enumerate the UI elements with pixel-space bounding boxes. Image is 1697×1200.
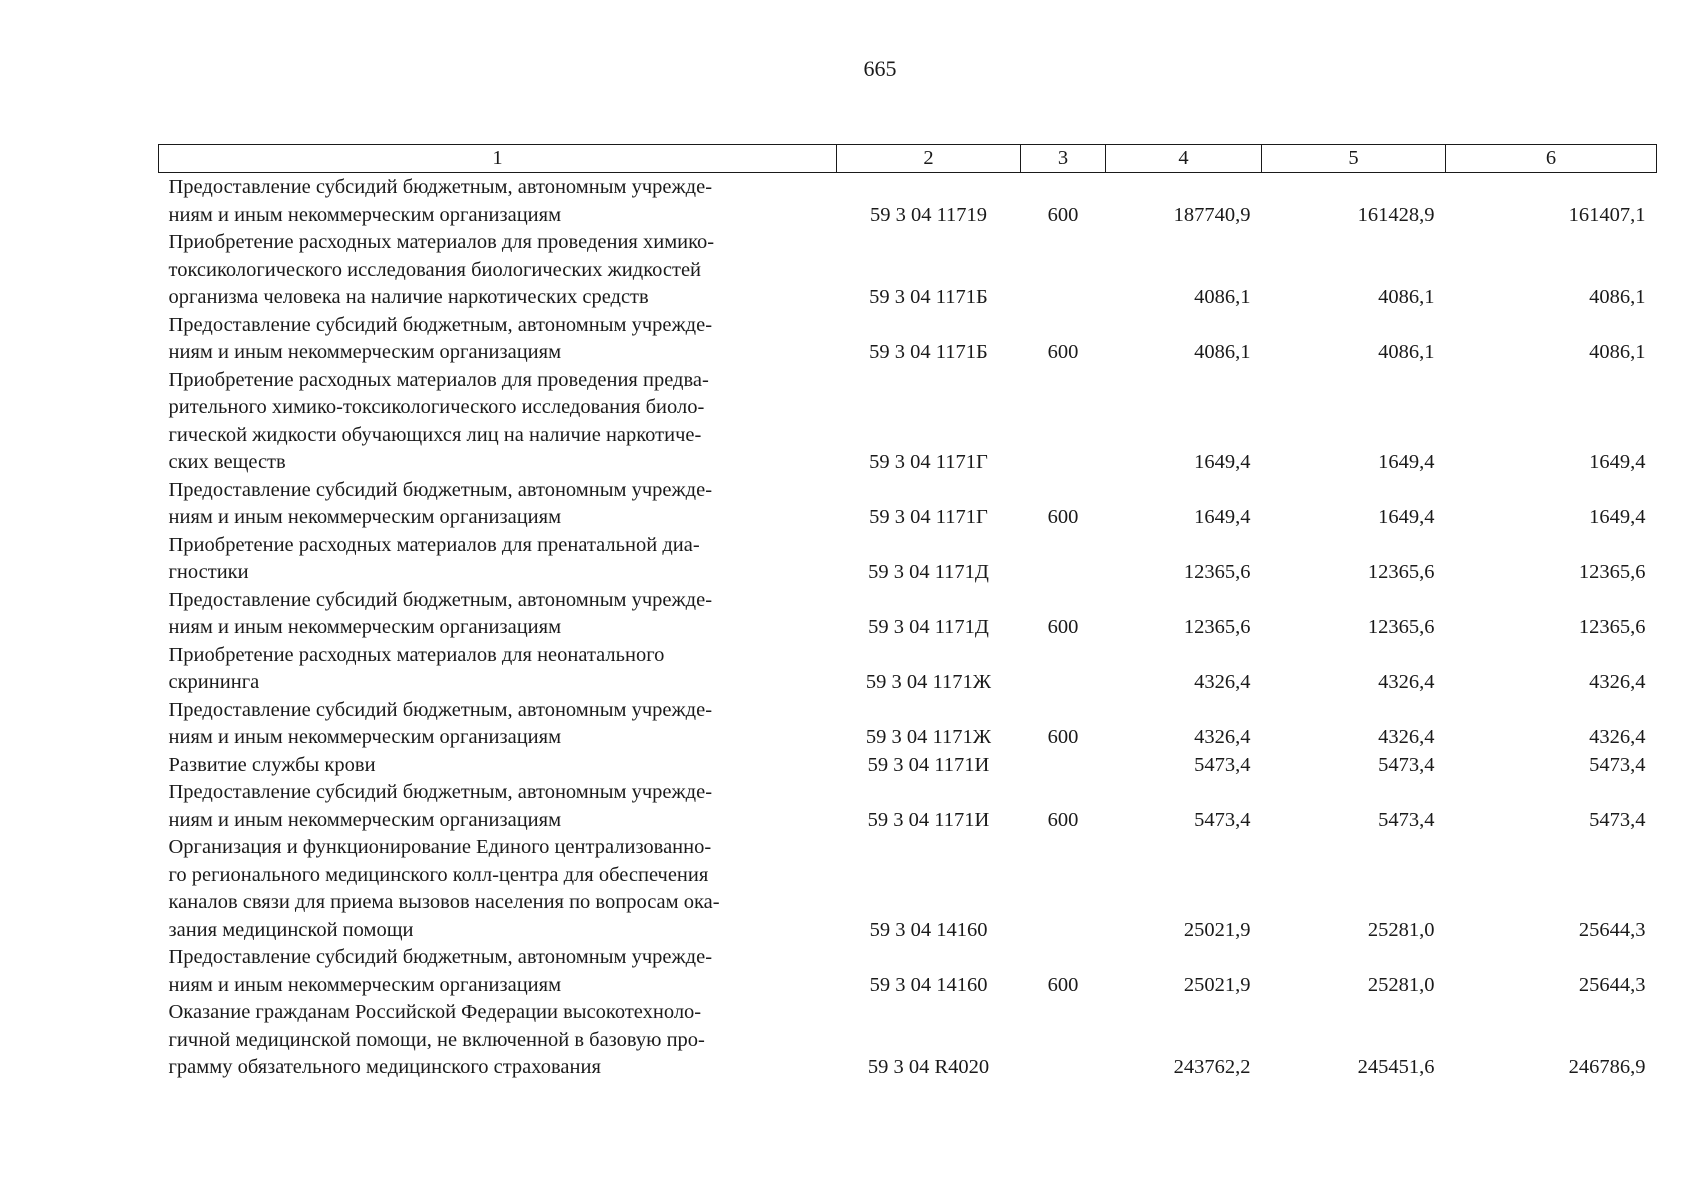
row-value-col5: 161428,9 [1357, 203, 1435, 226]
row-name-line: каналов связи для приема вызовов населения по вопросам ока- [168, 891, 720, 913]
row-code: 59 3 04 1171Б [869, 286, 988, 308]
row-name-line: Приобретение расходных материалов для проведения предва- [168, 368, 709, 391]
table-row [159, 477, 1657, 532]
row-expense-type [1021, 229, 1106, 312]
row-name-line: гностики [168, 561, 249, 583]
row-value-col5: 5473,4 [1378, 753, 1435, 776]
row-name-line: Предоставление субсидий бюджетным, автономным учрежде- [168, 946, 713, 968]
row-value-col4: 5473,4 [1194, 753, 1251, 776]
row-expense-type [1021, 752, 1106, 780]
row-value-col6: 25644,3 [1578, 973, 1646, 996]
row-code: 59 3 04 1171Ж [865, 671, 992, 693]
row-value-col5: 25281,0 [1367, 918, 1435, 941]
row-value-col4: 5473,4 [1194, 808, 1251, 831]
row-value-col6: 5473,4 [1589, 753, 1646, 776]
row-value-col6: 5473,4 [1589, 808, 1646, 831]
row-expense-type: 600 [1047, 616, 1079, 638]
row-name-line: Приобретение расходных материалов для неонатального [168, 643, 665, 666]
row-value-col4: 12365,6 [1183, 616, 1251, 638]
row-value-col4: 25021,9 [1183, 918, 1251, 941]
row-name-line: ниям и иным некоммерческим организациям [168, 341, 562, 363]
table-row [159, 229, 1657, 312]
row-value-col6: 12365,6 [1578, 616, 1646, 638]
row-name-line: Предоставление субсидий бюджетным, автономным учрежде- [168, 698, 713, 721]
table-row [159, 697, 1657, 752]
row-code: 59 3 04 1171И [867, 808, 990, 831]
row-code: 59 3 04 1171И [867, 753, 990, 776]
column-header: 2 [837, 145, 1021, 173]
row-name-line: ниям и иным некоммерческим организациям [168, 203, 562, 226]
row-name-line: Предоставление субсидий бюджетным, автономным учрежде- [168, 588, 713, 611]
row-name-line: зания медицинской помощи [168, 918, 414, 941]
row-expense-type: 600 [1047, 506, 1079, 528]
table-row [159, 752, 1657, 780]
row-expense-type: 600 [1047, 973, 1079, 996]
row-code: 59 3 04 1171Ж [865, 726, 992, 748]
column-header: 5 [1262, 145, 1446, 173]
row-value-col4: 243762,2 [1173, 1056, 1251, 1078]
row-name [159, 834, 837, 944]
row-name-line: ниям и иным некоммерческим организациям [168, 506, 562, 528]
row-expense-type: 600 [1047, 341, 1079, 363]
row-value-col4: 187740,9 [1173, 203, 1251, 226]
table-body [159, 173, 1657, 1082]
row-value-col5: 4326,4 [1378, 671, 1435, 693]
row-value-col5: 245451,6 [1357, 1056, 1435, 1078]
row-name-line: Предоставление субсидий бюджетным, автономным учрежде- [168, 781, 713, 803]
budget-table [158, 144, 1657, 1082]
row-name-line: грамму обязательного медицинского страхования [168, 1056, 601, 1078]
row-value-col5: 4086,1 [1378, 341, 1435, 363]
row-code: 59 3 04 11719 [869, 203, 988, 226]
row-name-line: гической жидкости обучающихся лиц на наличие наркотиче- [168, 423, 702, 446]
row-name-line: Приобретение расходных материалов для пренатальной диа- [168, 533, 700, 556]
row-value-col4: 4086,1 [1194, 286, 1251, 308]
row-code: 59 3 04 14160 [869, 973, 988, 996]
row-code: 59 3 04 1171Д [868, 561, 989, 583]
row-name-line: Предоставление субсидий бюджетным, автономным учрежде- [168, 176, 713, 198]
row-name-line: Приобретение расходных материалов для проведения химико- [168, 231, 715, 253]
row-value-col6: 12365,6 [1578, 561, 1646, 583]
row-value-col6: 1649,4 [1589, 506, 1646, 528]
table-row [159, 999, 1657, 1082]
row-name [159, 779, 837, 834]
row-code: 59 3 04 14160 [869, 918, 988, 941]
table-header-row [159, 145, 1657, 173]
row-name [159, 944, 837, 999]
row-value-col6: 161407,1 [1568, 203, 1646, 226]
row-code: 59 3 04 R4020 [867, 1056, 990, 1078]
row-value-col5: 5473,4 [1378, 808, 1435, 831]
table-row [159, 173, 1657, 230]
row-value-col6: 4326,4 [1589, 671, 1646, 693]
row-value-col6: 1649,4 [1589, 451, 1646, 473]
row-name [159, 229, 837, 312]
row-name-line: организма человека на наличие наркотических средств [168, 286, 649, 308]
page-number: 665 [863, 56, 897, 81]
row-name [159, 532, 837, 587]
row-value-col6: 25644,3 [1578, 918, 1646, 941]
row-value-col5: 1649,4 [1378, 451, 1435, 473]
table-row [159, 834, 1657, 944]
table-row [159, 587, 1657, 642]
row-name-line: Предоставление субсидий бюджетным, автономным учрежде- [168, 478, 713, 501]
row-name-line: го регионального медицинского колл-центра для обеспечения [168, 863, 709, 886]
row-code: 59 3 04 1171Б [869, 341, 988, 363]
row-name-line: ниям и иным некоммерческим организациям [168, 726, 562, 748]
table-row [159, 944, 1657, 999]
row-name-line: ниям и иным некоммерческим организациям [168, 616, 562, 638]
row-expense-type [1021, 367, 1106, 477]
row-expense-type: 600 [1047, 808, 1079, 831]
row-name-line: скрининга [168, 671, 260, 693]
column-header: 4 [1106, 145, 1262, 173]
row-name [159, 642, 837, 697]
row-name [159, 587, 837, 642]
row-name-line: ниям и иным некоммерческим организациям [168, 973, 562, 996]
row-name-line: ских веществ [168, 451, 286, 473]
row-value-col4: 25021,9 [1183, 973, 1251, 996]
row-name-line: гичной медицинской помощи, не включенной в базовую про- [168, 1028, 705, 1051]
table-row [159, 367, 1657, 477]
row-value-col5: 4086,1 [1378, 286, 1435, 308]
row-name-line: Организация и функционирование Единого централизованно- [168, 836, 712, 858]
row-value-col6: 4326,4 [1589, 726, 1646, 748]
row-name-line: Оказание гражданам Российской Федерации высокотехноло- [168, 1001, 702, 1023]
row-value-col6: 4086,1 [1589, 341, 1646, 363]
row-expense-type [1021, 642, 1106, 697]
row-name [159, 367, 837, 477]
row-value-col6: 246786,9 [1568, 1056, 1646, 1078]
row-value-col4: 12365,6 [1183, 561, 1251, 583]
row-name-line: ниям и иным некоммерческим организациям [168, 808, 562, 831]
row-value-col4: 4086,1 [1194, 341, 1251, 363]
row-code: 59 3 04 1171Г [869, 506, 988, 528]
row-value-col5: 1649,4 [1378, 506, 1435, 528]
row-expense-type [1021, 532, 1106, 587]
row-expense-type [1021, 834, 1106, 944]
row-expense-type: 600 [1047, 203, 1079, 226]
row-value-col5: 4326,4 [1378, 726, 1435, 748]
row-name-line: Развитие службы крови [168, 753, 376, 776]
row-name [159, 999, 837, 1082]
table-row [159, 642, 1657, 697]
row-value-col5: 12365,6 [1367, 561, 1435, 583]
row-value-col4: 1649,4 [1194, 451, 1251, 473]
row-name [159, 477, 837, 532]
row-code: 59 3 04 1171Г [869, 451, 988, 473]
row-name-line: рительного химико-токсикологического исследования биоло- [168, 396, 705, 418]
row-code: 59 3 04 1171Д [868, 616, 989, 638]
row-value-col4: 4326,4 [1194, 726, 1251, 748]
row-value-col5: 25281,0 [1367, 973, 1435, 996]
column-header: 6 [1446, 145, 1657, 173]
row-name [159, 697, 837, 752]
row-value-col4: 4326,4 [1194, 671, 1251, 693]
row-name [159, 173, 837, 230]
row-value-col5: 12365,6 [1367, 616, 1435, 638]
row-expense-type [1021, 999, 1106, 1082]
table-row [159, 532, 1657, 587]
row-name-line: токсикологического исследования биологических жидкостей [168, 258, 702, 281]
column-header: 1 [159, 145, 837, 173]
row-name [159, 312, 837, 367]
column-header: 3 [1021, 145, 1106, 173]
table-row [159, 312, 1657, 367]
row-name-line: Предоставление субсидий бюджетным, автономным учрежде- [168, 313, 713, 336]
row-value-col6: 4086,1 [1589, 286, 1646, 308]
row-value-col4: 1649,4 [1194, 506, 1251, 528]
row-name [159, 752, 837, 780]
row-expense-type: 600 [1047, 726, 1079, 748]
table-row [159, 779, 1657, 834]
